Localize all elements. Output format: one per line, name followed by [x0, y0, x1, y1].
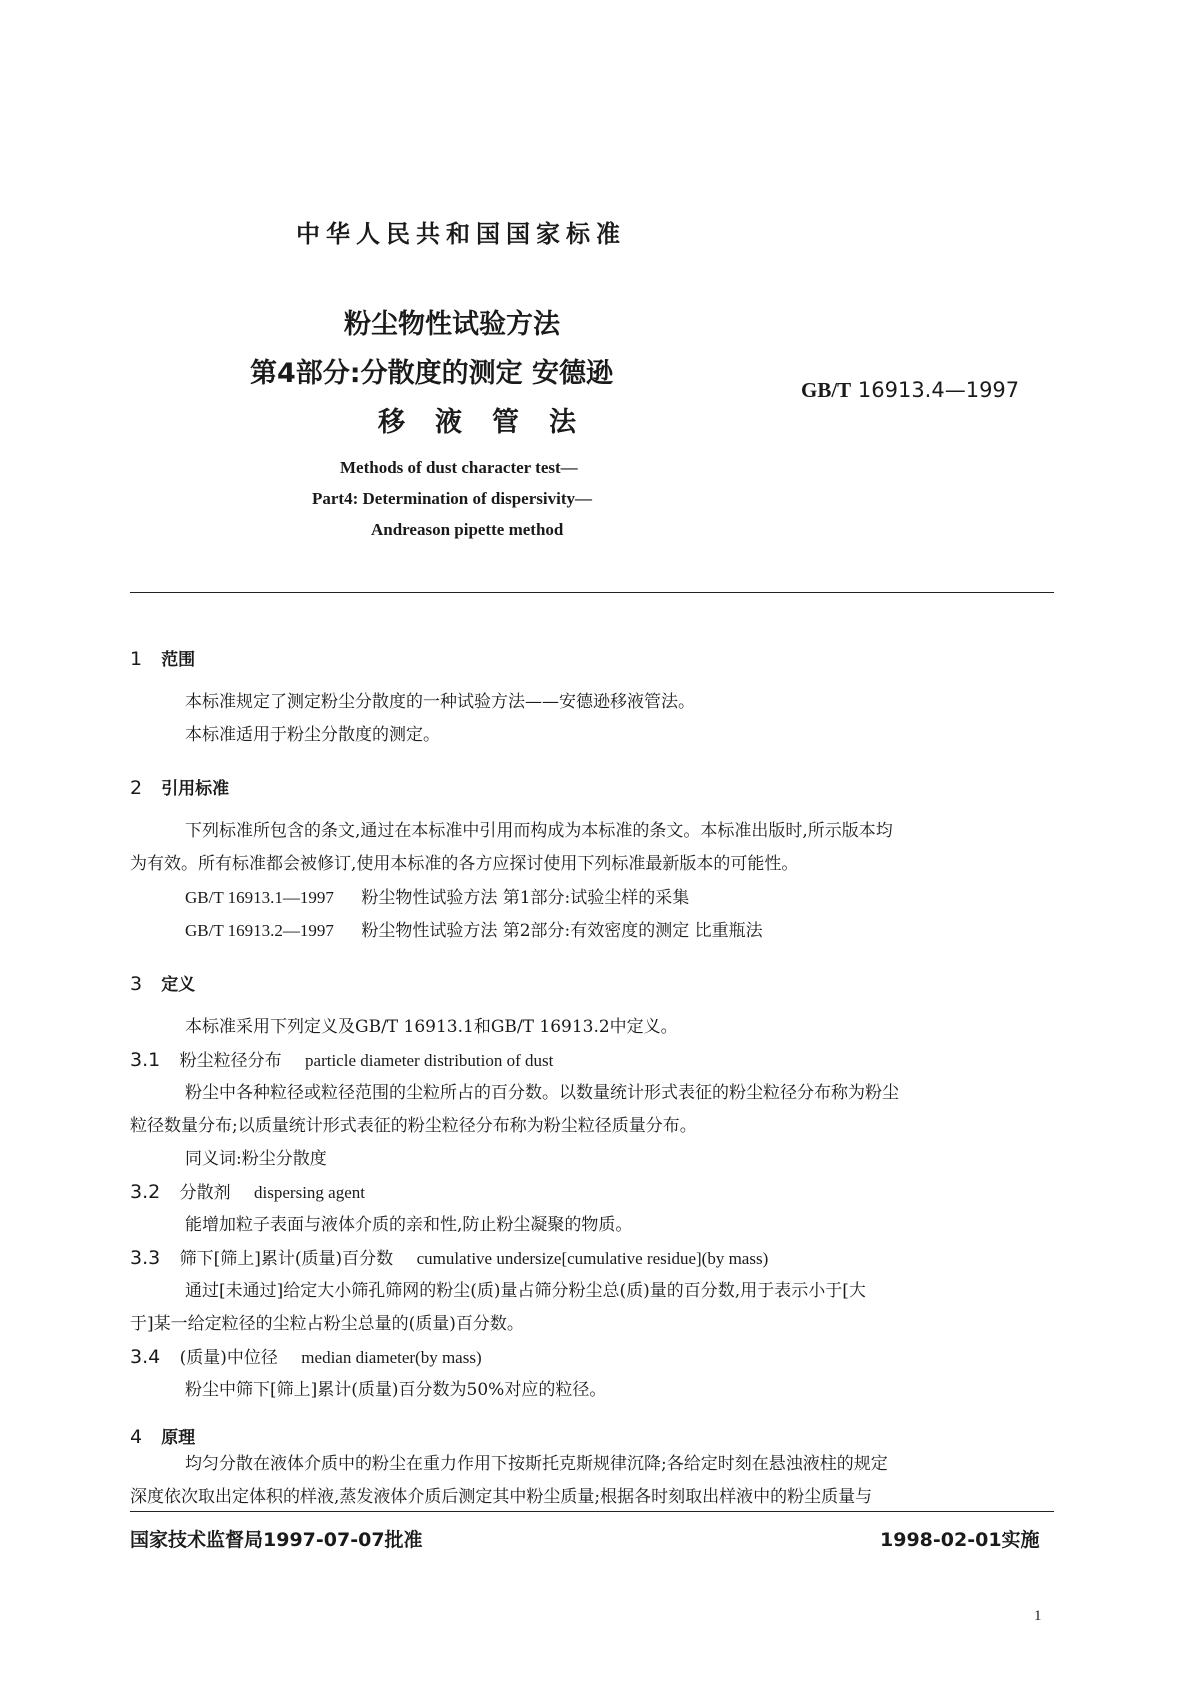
paragraph-line: 下列标准所包含的条文,通过在本标准中引用而构成为本标准的条文。本标准出版时,所示版本均 — [185, 821, 893, 841]
definition-text: 粒径数量分布;以质量统计形式表征的粉尘粒径分布称为粉尘粒径质量分布。 — [130, 1116, 697, 1136]
definition-text: 于]某一给定粒径的尘粒占粉尘总量的(质量)百分数。 — [130, 1314, 524, 1334]
section-number: 1 — [130, 648, 143, 670]
section-1-heading — [130, 645, 195, 670]
definition-text: 能增加粒子表面与液体介质的亲和性,防止粉尘凝聚的物质。 — [185, 1215, 633, 1235]
section-number: 3 — [130, 973, 143, 995]
definition-3-3-heading — [130, 1248, 768, 1270]
reference-title: 粉尘物性试验方法 第2部分:有效密度的测定 比重瓶法 — [361, 921, 763, 941]
paragraph-line: 均匀分散在液体介质中的粉尘在重力作用下按斯托克斯规律沉降;各给定时刻在悬浊液柱的规定 — [185, 1454, 888, 1474]
national-standard-heading: 中华人民共和国国家标准 — [296, 220, 626, 248]
definition-term-en: cumulative undersize[cumulative residue](by mass) — [416, 1249, 769, 1268]
standard-prefix: GB/T — [801, 378, 852, 402]
title-en-line-2: Part4: Determination of dispersivity— — [312, 489, 592, 508]
paragraph: 本标准规定了测定粉尘分散度的一种试验方法——安德逊移液管法。 — [185, 692, 695, 712]
section-number: 2 — [130, 777, 143, 799]
reference-item-1 — [185, 887, 689, 909]
title-cn-line-1: 粉尘物性试验方法 — [344, 309, 560, 340]
section-title: 引用标准 — [161, 779, 230, 799]
definition-text: 粉尘中筛下[筛上]累计(质量)百分数为50%对应的粒径。 — [185, 1380, 607, 1400]
header-divider — [130, 592, 1054, 593]
standard-number — [801, 378, 1019, 403]
definition-3-4-heading — [130, 1347, 482, 1369]
paragraph-line: 为有效。所有标准都会被修订,使用本标准的各方应探讨使用下列标准最新版本的可能性。 — [130, 854, 799, 874]
section-4-heading — [130, 1423, 195, 1448]
reference-code: GB/T 16913.1—1997 — [185, 888, 334, 907]
definition-text: 通过[未通过]给定大小筛孔筛网的粉尘(质)量占筛分粉尘总(质)量的百分数,用于表示小于[大 — [185, 1281, 866, 1301]
definition-3-2-heading — [130, 1182, 365, 1204]
approval-date: 国家技术监督局1997-07-07批准 — [130, 1529, 423, 1551]
definition-term-en: dispersing agent — [254, 1183, 365, 1202]
definition-term-en: median diameter(by mass) — [301, 1348, 482, 1367]
paragraph: 本标准适用于粉尘分散度的测定。 — [185, 725, 440, 745]
synonym: 同义词:粉尘分散度 — [185, 1149, 327, 1169]
definition-number: 3.2 — [130, 1181, 161, 1203]
definition-number: 3.1 — [130, 1049, 161, 1071]
definition-term: 粉尘粒径分布 — [179, 1051, 282, 1071]
section-2-heading — [130, 774, 229, 799]
title-en-line-1: Methods of dust character test— — [340, 458, 578, 477]
definition-number: 3.3 — [130, 1247, 161, 1269]
reference-item-2 — [185, 920, 763, 942]
section-title: 范围 — [161, 650, 196, 670]
section-3-heading — [130, 970, 195, 995]
title-en-line-3: Andreason pipette method — [371, 520, 564, 539]
definition-3-1-heading — [130, 1050, 553, 1072]
effective-date: 1998-02-01实施 — [880, 1529, 1040, 1551]
definition-term-en: particle diameter distribution of dust — [305, 1051, 554, 1070]
title-cn-line-3: 移液管法 — [378, 407, 606, 438]
reference-code: GB/T 16913.2—1997 — [185, 921, 334, 940]
page-number: 1 — [1034, 1608, 1042, 1624]
definition-term: (质量)中位径 — [179, 1348, 278, 1368]
footer-divider — [130, 1511, 1054, 1512]
title-cn-line-2: 第4部分:分散度的测定 安德逊 — [250, 358, 613, 389]
definition-number: 3.4 — [130, 1346, 161, 1368]
definition-term: 筛下[筛上]累计(质量)百分数 — [179, 1249, 394, 1269]
definition-text: 粉尘中各种粒径或粒径范围的尘粒所占的百分数。以数量统计形式表征的粉尘粒径分布称为粉尘 — [185, 1083, 899, 1103]
standard-code: 16913.4—1997 — [857, 378, 1020, 402]
definition-term: 分散剂 — [179, 1183, 231, 1203]
section-title: 定义 — [161, 975, 196, 995]
section-title: 原理 — [161, 1428, 196, 1448]
reference-title: 粉尘物性试验方法 第1部分:试验尘样的采集 — [361, 888, 690, 908]
paragraph: 本标准采用下列定义及GB/T 16913.1和GB/T 16913.2中定义。 — [185, 1017, 678, 1037]
section-number: 4 — [130, 1426, 143, 1448]
paragraph-line: 深度依次取出定体积的样液,蒸发液体介质后测定其中粉尘质量;根据各时刻取出样液中的粉尘质量与 — [130, 1487, 873, 1507]
